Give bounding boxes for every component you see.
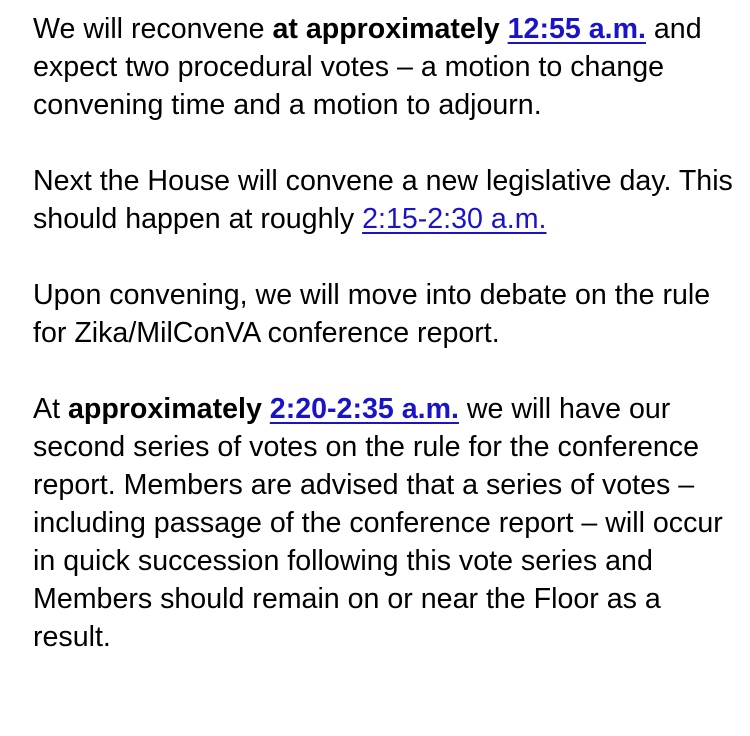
floor-schedule-notice [33, 10, 733, 656]
paragraph-reconvene [33, 10, 733, 124]
votes-rest-text: we will have our second series of votes on the rule for the conference report. Members are advised that a series of votes – including passage of the conference report – will occur in quick succession following this vote series and Members should remain on or near the Floor as a result. [33, 393, 723, 653]
spacer-text [500, 13, 508, 45]
spacer-text [262, 393, 270, 425]
paragraph-debate [33, 276, 733, 352]
reconvene-intro-text: We will reconvene [33, 13, 273, 45]
new-day-intro-text: Next the House will convene a new legislative day. This should happen at roughly [33, 165, 733, 235]
votes-emphasis-text: approximately [67, 393, 262, 425]
reconvene-emphasis-text: at approximately [272, 13, 500, 45]
reconvene-rest-text: and expect two procedural votes – a motion to change convening time and a motion to adjourn. [33, 13, 702, 121]
new-day-time-link[interactable]: 2:15-2:30 a.m. [362, 203, 547, 235]
votes-intro-text: At [33, 393, 68, 425]
reconvene-time-link[interactable]: 12:55 a.m. [507, 13, 646, 45]
votes-time-link[interactable]: 2:20-2:35 a.m. [269, 393, 459, 425]
debate-text: Upon convening, we will move into debate on the rule for Zika/MilConVA conference report. [33, 279, 711, 349]
paragraph-votes-series [33, 390, 733, 656]
paragraph-new-legislative-day [33, 162, 733, 238]
